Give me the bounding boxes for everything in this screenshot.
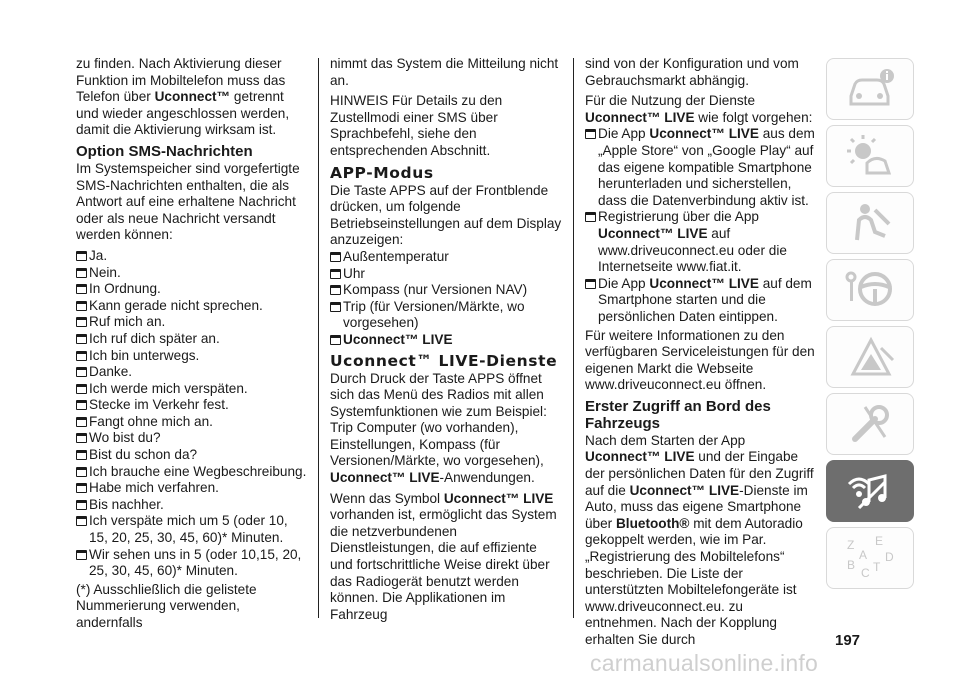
list-item: Stecke im Verkehr fest. xyxy=(76,397,308,414)
index-letter: C xyxy=(861,566,870,580)
list-item: Außentemperatur xyxy=(330,249,562,266)
list-item: Nein. xyxy=(76,265,308,282)
list-item: Ja. xyxy=(76,248,308,265)
list-item: Kann gerade nicht sprechen. xyxy=(76,298,308,315)
list-item: Ich verspäte mich um 5 (oder 10, 15, 20, 25, 30, 45, 60)* Minuten. xyxy=(76,513,308,546)
list-item: Uhr xyxy=(330,266,562,283)
index-letter: Z xyxy=(847,538,855,552)
list-item: Ich brauche eine Wegbeschreibung. xyxy=(76,464,308,481)
column-2 xyxy=(330,56,562,627)
paragraph: Für weitere Informationen zu den verfügbaren Serviceleistungen für den eigenen Markt die Webseite www.driveuconnect.eu öffnen. xyxy=(585,327,815,393)
steering-wheel-icon xyxy=(845,267,895,313)
list-item: Kompass (nur Versionen NAV) xyxy=(330,282,562,299)
paragraph: Für die Nutzung der Dienste Uconnect™ LIVE wie folgt vorgehen: xyxy=(585,93,813,125)
list-item: Ich werde mich verspäten. xyxy=(76,381,308,398)
list-item: Bis nachher. xyxy=(76,497,308,514)
steps-list xyxy=(585,126,817,325)
safety-icon xyxy=(845,200,895,246)
wrench-icon xyxy=(845,401,895,447)
list-item: Die App Uconnect™ LIVE auf dem Smartphone starten und die persönlichen Daten eintippen. xyxy=(585,276,817,326)
tab-driving[interactable] xyxy=(826,259,914,321)
tab-maintenance[interactable] xyxy=(826,393,914,455)
paragraph: Die Taste APPS auf der Frontblende drücken, um folgende Betriebseinstellungen auf dem Display anzuzeigen: xyxy=(330,182,562,248)
index-letter: E xyxy=(875,535,884,548)
column-divider xyxy=(318,58,319,618)
paragraph: Durch Druck der Taste APPS öffnet sich das Menü des Radios mit allen Systemfunktionen wie zum Beispiel: Trip Computer (wo vorhanden), Einstellungen, Kompass (für Versionen/Märkte, wo vorgesehen), Uconnect™ LIVE-Anwendungen. xyxy=(330,370,547,486)
car-info-icon xyxy=(845,66,895,112)
paragraph: Nach dem Starten der App Uconnect™ LIVE und der Eingabe der persönlichen Daten für den Zugriff auf die Uconnect™ LIVE-Dienste im Auto, muss das eigene Smartphone über Bluetooth® mit dem Autoradio gekoppelt werden, wie im Par. „Registrierung des Mobiltelefons“ beschrieben. Die Liste der unterstützten Mobiltelefongeräte ist www.driveuconnect.eu. zu entnehmen. Nach der Kopplung erhalten Sie durch xyxy=(585,432,814,647)
page-number: 197 xyxy=(835,632,861,649)
list-item: Fangt ohne mich an. xyxy=(76,414,308,431)
tab-car-info[interactable] xyxy=(826,58,914,120)
list-item: Wo bist du? xyxy=(76,430,308,447)
tab-multimedia[interactable] xyxy=(826,460,914,522)
list-item: Danke. xyxy=(76,364,308,381)
list-item: In Ordnung. xyxy=(76,281,308,298)
paragraph: sind von der Konfiguration und vom Gebrauchsmarkt abhängig. xyxy=(585,56,799,88)
multimedia-icon xyxy=(845,468,895,514)
tab-index[interactable] xyxy=(826,527,914,589)
app-mode-list xyxy=(330,249,562,332)
column-divider xyxy=(573,58,574,618)
tab-lights[interactable] xyxy=(826,125,914,187)
section-heading: Uconnect™ LIVE-Dienste xyxy=(330,351,558,370)
section-heading: APP-Modus xyxy=(330,163,434,182)
note: HINWEIS Für Details zu den Zustellmodi einer SMS über Sprachbefehl, siehe den entsprechenden Abschnitt. xyxy=(330,93,503,158)
tab-safety[interactable] xyxy=(826,192,914,254)
chapter-tabs xyxy=(826,58,914,594)
footnote: (*) Ausschließlich die gelistete Nummerierung verwenden, andernfalls xyxy=(76,581,257,630)
watermark: carmanualsonline.info xyxy=(590,650,818,676)
tab-emergency[interactable] xyxy=(826,326,914,388)
sms-message-list xyxy=(76,248,308,580)
paragraph: zu finden. Nach Aktivierung dieser Funktion im Mobiltelefon muss das Telefon über Uconnect™ getrennt und wieder angeschlossen werden, damit die Aktivierung wirksam ist. xyxy=(76,56,290,138)
warning-triangle-icon xyxy=(845,334,895,380)
list-item: Wir sehen uns in 5 (oder 10,15, 20, 25, 30, 45, 60)* Minuten. xyxy=(76,547,308,580)
list-item: Die App Uconnect™ LIVE aus dem „Apple Store“ von „Google Play“ auf das eigene kompatible Smartphone herunterladen und sicherstellen, dass die Datenverbindung aktiv ist. xyxy=(585,126,817,209)
column-3 xyxy=(585,56,817,653)
index-icon xyxy=(845,535,895,581)
index-letter: D xyxy=(885,550,894,564)
index-letter: B xyxy=(847,558,856,572)
column-1 xyxy=(76,56,308,636)
section-heading: Erster Zugriff an Bord des Fahrzeugs xyxy=(585,397,771,432)
list-item: Bist du schon da? xyxy=(76,447,308,464)
index-letter: T xyxy=(873,560,881,574)
index-letter: A xyxy=(859,548,868,562)
list-item: Ich bin unterwegs. xyxy=(76,348,308,365)
list-item: Trip (für Versionen/Märkte, wo vorgesehen) xyxy=(330,299,562,332)
paragraph: nimmt das System die Mitteilung nicht an. xyxy=(330,56,559,88)
list-item: Habe mich verfahren. xyxy=(76,480,308,497)
paragraph: Im Systemspeicher sind vorgefertigte SMS-Nachrichten enthalten, die als Antwort auf eine erhaltene Nachricht oder als neue Nachricht versandt werden können: xyxy=(76,160,300,243)
list-item: Ich ruf dich später an. xyxy=(76,331,308,348)
list-item: Registrierung über die App Uconnect™ LIVE auf www.driveuconnect.eu oder die Internetseite www.fiat.it. xyxy=(585,209,817,275)
lights-icon xyxy=(845,133,895,179)
list-item: Uconnect™ LIVE xyxy=(330,332,562,349)
list-item: Ruf mich an. xyxy=(76,314,308,331)
section-heading: Option SMS-Nachrichten xyxy=(76,142,253,160)
paragraph: Wenn das Symbol Uconnect™ LIVE vorhanden ist, ermöglicht das System die netzverbundenen Dienstleistungen, die auf effiziente und fortschrittliche Weise direkt über das Radiogerät benutzt werden können. Die Applikationen im Fahrzeug xyxy=(330,490,557,622)
